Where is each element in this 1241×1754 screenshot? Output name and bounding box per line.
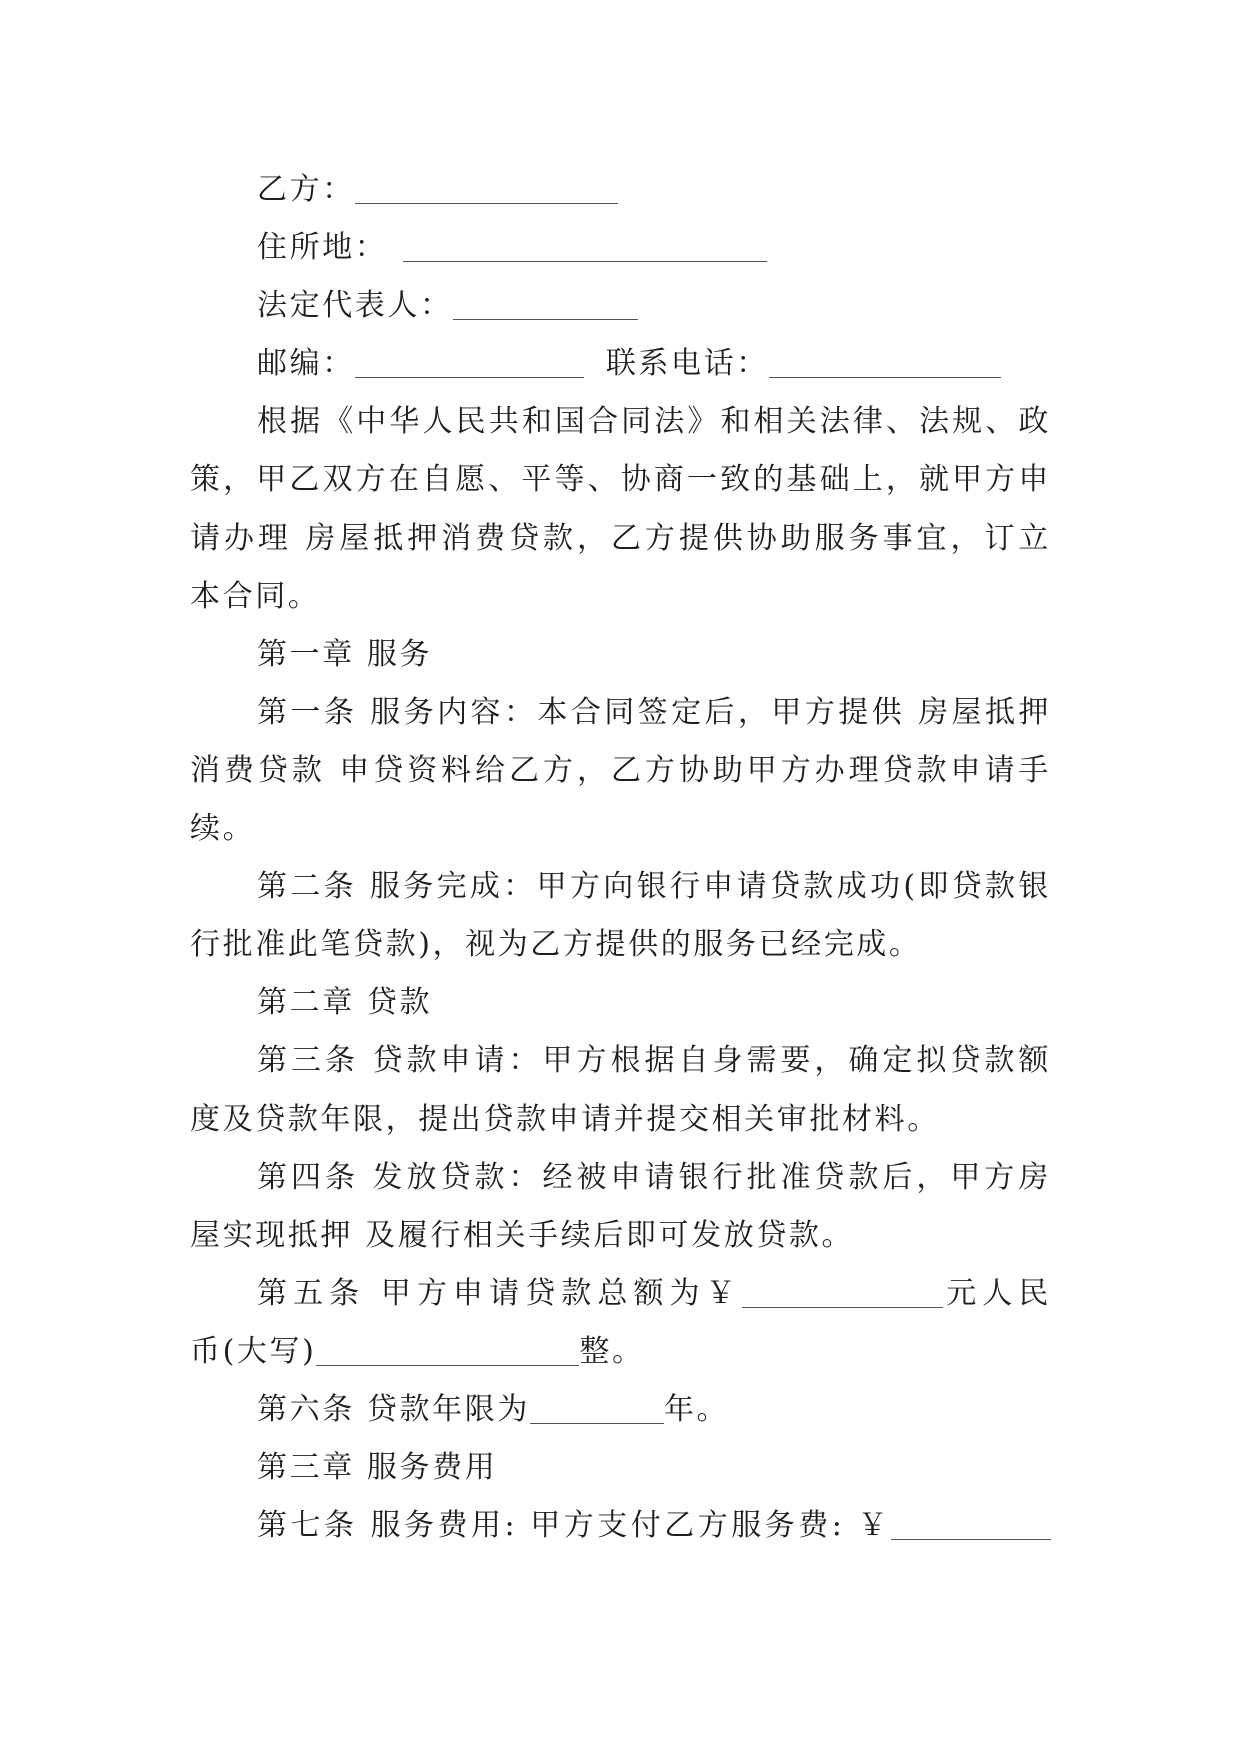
service-fee-blank (891, 1539, 1051, 1540)
preamble-line: 策，甲乙双方在自愿、平等、协商一致的基础上，就甲方申 (190, 462, 1051, 498)
contact-line (190, 335, 1051, 393)
preamble-line: 请办理 房屋抵押消费贷款，乙方提供协助服务事宜，订立 (190, 520, 1051, 556)
postcode-blank (355, 377, 584, 378)
chapter-title: 第三章 服务费用 (257, 1450, 498, 1486)
domicile-blank (403, 261, 767, 262)
party-b-line (190, 161, 1051, 219)
article-6-prefix: 第六条 贷款年限为 (257, 1391, 530, 1427)
legal-representative-line (190, 277, 1051, 335)
legal-representative-blank (453, 319, 638, 320)
postcode-label: 邮编： (257, 346, 355, 382)
article-line: 行批准此笔贷款)，视为乙方提供的服务已经完成。 (190, 927, 922, 963)
loan-amount-blank (742, 1307, 943, 1308)
article-line: 屋实现抵押 及履行相关手续后即可发放贷款。 (190, 1217, 855, 1253)
party-b-label: 乙方： (257, 172, 355, 207)
article-6-suffix: 年。 (663, 1391, 730, 1427)
article-5-amount-suffix: 元人民 (942, 1275, 1051, 1311)
party-b-blank (355, 203, 618, 204)
article-line: 度及贷款年限，提出贷款申请并提交相关审批材料。 (190, 1101, 940, 1137)
chapter-title: 第一章 服务 (257, 636, 433, 672)
article-5-amount-prefix: 第五条 甲方申请贷款总额为￥ (257, 1275, 742, 1311)
preamble-line: 本合同。 (190, 578, 321, 614)
article-line: 第二条 服务完成：甲方向银行申请贷款成功(即贷款银 (257, 869, 1051, 905)
phone-blank (769, 377, 1001, 378)
contract-page (190, 161, 1051, 1555)
article-5-capital-suffix: 整。 (579, 1333, 645, 1369)
article-line: 第一条 服务内容：本合同签定后，甲方提供 房屋抵押 (257, 694, 1051, 730)
phone-label: 联系电话： (605, 346, 769, 382)
article-line: 第三条 贷款申请：甲方根据自身需要，确定拟贷款额 (257, 1043, 1051, 1079)
loan-amount-capital-blank (316, 1365, 579, 1366)
article-7-line (190, 1497, 1051, 1555)
article-5-amount-line (190, 1265, 1051, 1323)
article-7-prefix: 第七条 服务费用: 甲方支付乙方服务费: ￥ (257, 1508, 891, 1544)
article-line: 第四条 发放贷款：经被申请银行批准贷款后，甲方房 (257, 1159, 1051, 1195)
domicile-line (190, 219, 1051, 277)
loan-years-blank (530, 1423, 664, 1424)
article-5-capital-prefix: 币(大写) (190, 1333, 317, 1369)
article-line: 消费贷款 申贷资料给乙方，乙方协助甲方办理贷款申请手 (190, 752, 1051, 788)
legal-representative-label: 法定代表人： (257, 288, 453, 324)
preamble-line: 根据《中华人民共和国合同法》和相关法律、法规、政 (257, 404, 1051, 440)
chapter-title: 第二章 贷款 (257, 985, 433, 1021)
domicile-label: 住所地： (257, 230, 388, 266)
article-5-capital-line (190, 1323, 1051, 1381)
article-6-line (190, 1381, 1051, 1439)
article-line: 续。 (190, 811, 256, 847)
